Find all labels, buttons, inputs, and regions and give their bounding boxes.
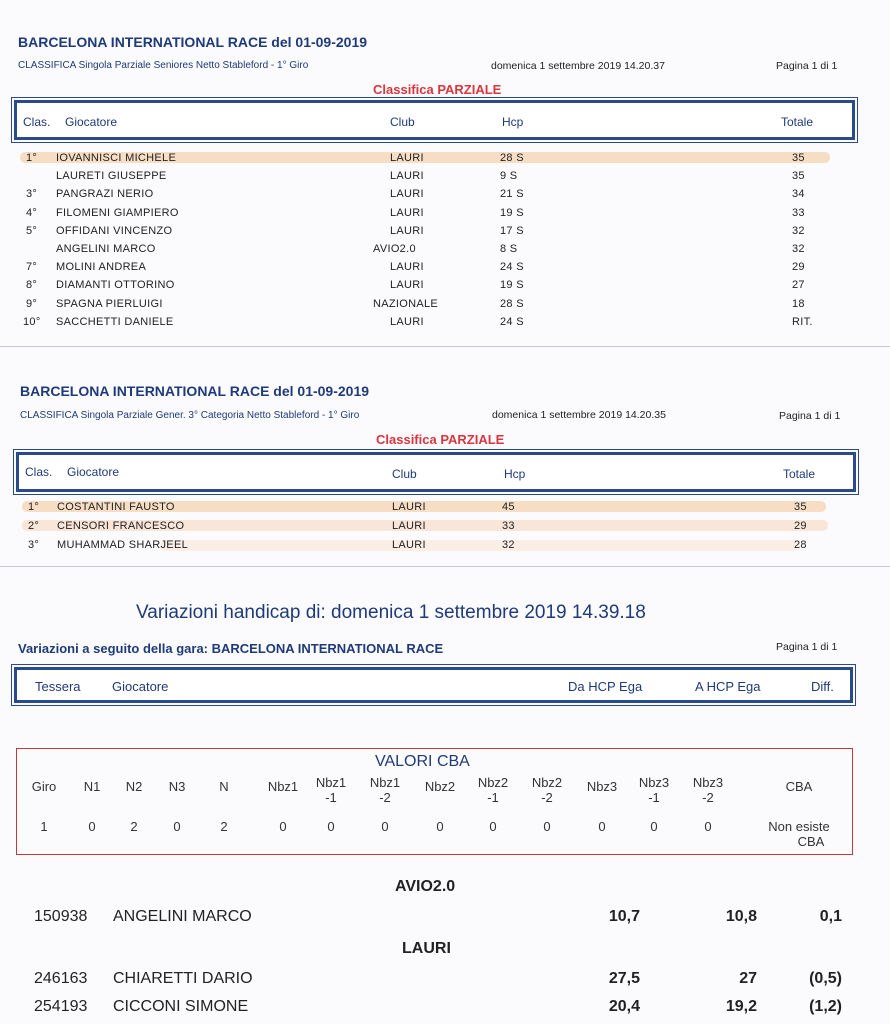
divider bbox=[0, 346, 890, 347]
rank-cell: 4° bbox=[26, 206, 38, 219]
club-cell: AVIO2.0 bbox=[373, 243, 416, 255]
player-cell: MOLINI ANDREA bbox=[56, 261, 147, 274]
col-clas: Clas. bbox=[25, 465, 53, 479]
player-cell: SACCHETTI DANIELE bbox=[56, 315, 174, 328]
rank-cell: 3° bbox=[26, 188, 38, 201]
total-cell: 33 bbox=[792, 206, 805, 219]
divider bbox=[0, 566, 890, 567]
section1-page: Pagina 1 di 1 bbox=[776, 60, 838, 72]
cba-col-header: Nbz1 bbox=[267, 779, 299, 794]
club-cell: LAURI bbox=[392, 501, 426, 513]
col-clas: Clas. bbox=[23, 115, 51, 129]
diff-value: (1,2) bbox=[809, 998, 842, 1015]
section1-heading: Classifica PARZIALE bbox=[373, 82, 502, 97]
cba-value: 2 bbox=[130, 819, 138, 834]
club-cell: LAURI bbox=[390, 224, 424, 237]
variation-row bbox=[0, 908, 890, 930]
club-cell: LAURI bbox=[390, 152, 424, 164]
cba-value: 0 bbox=[88, 819, 96, 834]
player-cell: OFFIDANI VINCENZO bbox=[56, 224, 173, 237]
section3-header-box bbox=[14, 667, 853, 703]
section2-page: Pagina 1 di 1 bbox=[779, 410, 841, 422]
cba-col-header: Nbz2 -2 bbox=[531, 775, 563, 805]
table-row bbox=[0, 168, 890, 186]
total-cell: 28 bbox=[794, 539, 807, 551]
cba-value: 0 bbox=[543, 819, 551, 834]
from-hcp: 10,7 bbox=[608, 908, 640, 925]
section1-datetime: domenica 1 settembre 2019 14.20.37 bbox=[491, 60, 665, 72]
section2-header-box bbox=[16, 452, 856, 492]
col-hcp: Hcp bbox=[502, 115, 524, 129]
section1-header-box bbox=[14, 100, 855, 140]
col-club: Club bbox=[390, 115, 415, 129]
section2-datetime: domenica 1 settembre 2019 14.20.35 bbox=[492, 409, 666, 421]
total-cell: 35 bbox=[792, 152, 805, 164]
total-cell: 34 bbox=[792, 188, 805, 201]
col-player: Giocatore bbox=[65, 115, 118, 129]
cba-col-header: N bbox=[219, 779, 229, 794]
rank-cell: 3° bbox=[28, 539, 40, 551]
cba-col-header: Nbz1 -2 bbox=[369, 775, 401, 805]
cba-col-header: N2 bbox=[125, 779, 143, 794]
cba-title: VALORI CBA bbox=[375, 753, 470, 770]
hcp-cell: 17 S bbox=[500, 224, 524, 237]
col-club: Club bbox=[392, 467, 417, 481]
player-cell: ANGELINI MARCO bbox=[56, 243, 156, 255]
col-diff: Diff. bbox=[811, 679, 834, 694]
club-cell: NAZIONALE bbox=[373, 297, 439, 310]
cba-value: 0 bbox=[327, 819, 335, 834]
table-row bbox=[0, 150, 890, 168]
cba-value: 0 bbox=[489, 819, 497, 834]
cba-value: 0 bbox=[598, 819, 606, 834]
total-cell: 29 bbox=[794, 520, 807, 532]
hcp-cell: 32 bbox=[502, 539, 515, 551]
rank-cell: 7° bbox=[26, 261, 38, 274]
card-number: 254193 bbox=[34, 998, 88, 1015]
col-total: Totale bbox=[781, 115, 814, 129]
hcp-cell: 9 S bbox=[500, 170, 518, 183]
hcp-cell: 33 bbox=[502, 520, 515, 532]
total-cell: 27 bbox=[792, 279, 805, 292]
table-row bbox=[0, 205, 890, 223]
col-card: Tessera bbox=[35, 679, 81, 694]
player-cell: LAURETI GIUSEPPE bbox=[56, 170, 167, 183]
player-cell: SPAGNA PIERLUIGI bbox=[56, 297, 163, 310]
hcp-cell: 19 S bbox=[500, 206, 524, 219]
rank-cell: 10° bbox=[23, 315, 41, 328]
from-hcp: 27,5 bbox=[608, 970, 640, 987]
col-player: Giocatore bbox=[67, 465, 120, 479]
player-name: CHIARETTI DARIO bbox=[113, 970, 253, 987]
col-to: A HCP Ega bbox=[695, 679, 761, 694]
hcp-cell: 24 S bbox=[500, 261, 524, 274]
hcp-cell: 28 S bbox=[500, 152, 524, 164]
hcp-cell: 45 bbox=[502, 501, 515, 513]
rank-cell: 9° bbox=[26, 297, 38, 310]
table-row bbox=[0, 537, 890, 555]
cba-value: 0 bbox=[173, 819, 181, 834]
cba-col-header: Nbz2 -1 bbox=[477, 775, 509, 805]
cba-value: Non esiste CBA bbox=[768, 819, 830, 849]
hcp-cell: 8 S bbox=[500, 243, 518, 255]
total-cell: RIT. bbox=[792, 315, 813, 328]
card-number: 246163 bbox=[34, 970, 88, 987]
club-cell: LAURI bbox=[390, 261, 424, 274]
section3-page: Pagina 1 di 1 bbox=[776, 641, 838, 653]
player-cell: DIAMANTI OTTORINO bbox=[56, 279, 175, 292]
cba-value: 1 bbox=[40, 819, 48, 834]
card-number: 150938 bbox=[34, 908, 88, 925]
cba-col-header: Giro bbox=[31, 779, 57, 794]
club-cell: LAURI bbox=[390, 170, 424, 183]
cba-value: 0 bbox=[650, 819, 658, 834]
table-row bbox=[0, 223, 890, 241]
to-hcp: 19,2 bbox=[725, 998, 757, 1015]
hcp-cell: 28 S bbox=[500, 297, 524, 310]
cba-value: 0 bbox=[279, 819, 287, 834]
rank-cell: 2° bbox=[28, 520, 40, 532]
player-cell: CENSORI FRANCESCO bbox=[57, 520, 185, 532]
to-hcp: 27 bbox=[739, 970, 757, 987]
cba-value: 2 bbox=[220, 819, 228, 834]
rank-cell: 5° bbox=[26, 224, 38, 237]
player-name: ANGELINI MARCO bbox=[113, 908, 252, 925]
table-row bbox=[0, 296, 890, 314]
club-cell: LAURI bbox=[392, 539, 426, 551]
player-cell: COSTANTINI FAUSTO bbox=[57, 501, 175, 513]
section2-title: BARCELONA INTERNATIONAL RACE del 01-09-2019 bbox=[20, 383, 370, 399]
col-total: Totale bbox=[783, 467, 816, 481]
cba-col-header: Nbz2 bbox=[424, 779, 456, 794]
table-row bbox=[0, 259, 890, 277]
cba-col-header: N3 bbox=[168, 779, 186, 794]
table-row bbox=[0, 241, 890, 259]
cba-col-header: Nbz3 bbox=[586, 779, 618, 794]
club-cell: LAURI bbox=[390, 206, 424, 219]
to-hcp: 10,8 bbox=[725, 908, 757, 925]
club-group-heading: AVIO2.0 bbox=[395, 878, 456, 895]
section2-heading: Classifica PARZIALE bbox=[376, 432, 505, 447]
cba-value: 0 bbox=[704, 819, 712, 834]
table-row bbox=[0, 314, 890, 332]
section3-subtitle: Variazioni a seguito della gara: BARCELONA INTERNATIONAL RACE bbox=[18, 641, 444, 656]
col-from: Da HCP Ega bbox=[568, 679, 643, 694]
section1-title: BARCELONA INTERNATIONAL RACE del 01-09-2019 bbox=[18, 34, 368, 50]
cba-col-header: Nbz3 -1 bbox=[638, 775, 670, 805]
cba-value: 0 bbox=[381, 819, 389, 834]
club-cell: LAURI bbox=[392, 520, 426, 532]
cba-value: 0 bbox=[436, 819, 444, 834]
section1-subtitle: CLASSIFICA Singola Parziale Seniores Netto Stableford - 1° Giro bbox=[18, 60, 309, 71]
club-cell: LAURI bbox=[390, 188, 424, 201]
club-cell: LAURI bbox=[390, 279, 424, 292]
hcp-cell: 19 S bbox=[500, 279, 524, 292]
player-name: CICCONI SIMONE bbox=[113, 998, 249, 1015]
total-cell: 32 bbox=[792, 224, 805, 237]
rank-cell: 1° bbox=[28, 501, 40, 513]
player-cell: IOVANNISCI MICHELE bbox=[56, 152, 177, 164]
variation-row bbox=[0, 998, 890, 1020]
col-player: Giocatore bbox=[112, 679, 169, 694]
col-hcp: Hcp bbox=[504, 467, 526, 481]
cba-col-header: N1 bbox=[83, 779, 101, 794]
cba-col-header: Nbz1 -1 bbox=[315, 775, 347, 805]
diff-value: 0,1 bbox=[819, 908, 842, 925]
total-cell: 29 bbox=[792, 261, 805, 274]
rank-cell: 1° bbox=[26, 152, 38, 164]
table-row bbox=[0, 186, 890, 204]
from-hcp: 20,4 bbox=[608, 998, 640, 1015]
table-row bbox=[0, 277, 890, 295]
total-cell: 32 bbox=[792, 243, 805, 255]
club-cell: LAURI bbox=[390, 315, 424, 328]
total-cell: 35 bbox=[794, 501, 807, 513]
diff-value: (0,5) bbox=[809, 970, 842, 987]
player-cell: FILOMENI GIAMPIERO bbox=[56, 206, 179, 219]
section2-subtitle: CLASSIFICA Singola Parziale Gener. 3° Categoria Netto Stableford - 1° Giro bbox=[20, 410, 360, 421]
hcp-cell: 24 S bbox=[500, 315, 524, 328]
player-cell: MUHAMMAD SHARJEEL bbox=[57, 539, 189, 551]
hcp-cell: 21 S bbox=[500, 188, 524, 201]
table-row bbox=[0, 499, 890, 517]
variation-row bbox=[0, 970, 890, 992]
player-cell: PANGRAZI NERIO bbox=[56, 188, 154, 201]
total-cell: 18 bbox=[792, 297, 805, 310]
total-cell: 35 bbox=[792, 170, 805, 183]
rank-cell: 8° bbox=[26, 279, 38, 292]
cba-col-header: CBA bbox=[785, 779, 813, 794]
section3-title: Variazioni handicap di: domenica 1 settembre 2019 14.39.18 bbox=[136, 602, 646, 623]
cba-col-header: Nbz3 -2 bbox=[692, 775, 724, 805]
table-row bbox=[0, 518, 890, 536]
cba-box bbox=[16, 748, 853, 855]
club-group-heading: LAURI bbox=[402, 940, 451, 957]
